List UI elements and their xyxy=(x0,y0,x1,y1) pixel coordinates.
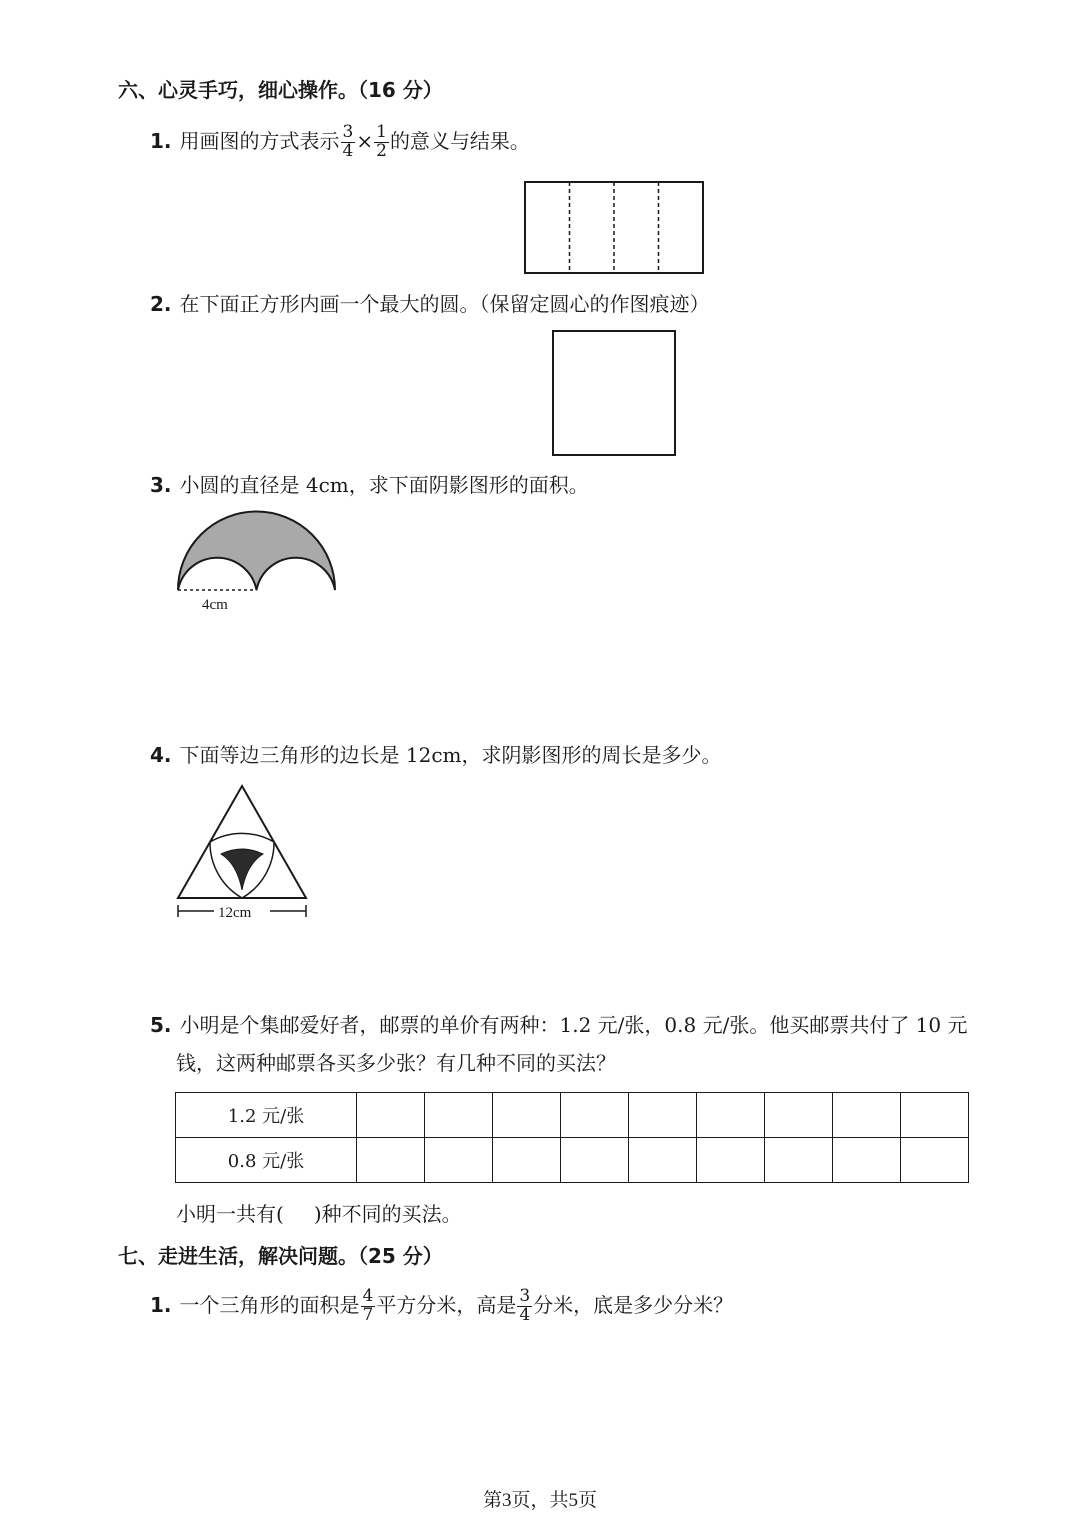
crescent-shaded-figure xyxy=(170,505,345,620)
answer-cell[interactable] xyxy=(833,1138,901,1183)
answer-cell[interactable] xyxy=(629,1093,697,1138)
question-text: 小圆的直径是 4cm，求下面阴影图形的面积。 xyxy=(179,473,589,497)
answer-cell[interactable] xyxy=(357,1093,425,1138)
answer-cell[interactable] xyxy=(697,1093,765,1138)
times-sign: × xyxy=(356,128,374,153)
row-label-1-2: 1.2 元/张 xyxy=(176,1093,357,1138)
answer-cell[interactable] xyxy=(765,1138,833,1183)
question-number: 5. xyxy=(150,1013,172,1037)
row-label-0-8: 0.8 元/张 xyxy=(176,1138,357,1183)
answer-text-post: )种不同的买法。 xyxy=(313,1202,462,1226)
question-number: 3. xyxy=(150,473,172,497)
fraction-three-quarters: $\frac{3}{4}$ xyxy=(342,122,354,161)
diameter-label: 4cm xyxy=(202,597,228,613)
answer-cell[interactable] xyxy=(357,1138,425,1183)
question-1 xyxy=(150,124,530,161)
answer-cell[interactable] xyxy=(425,1138,493,1183)
question-text-post: 分米，底是多少分米？ xyxy=(533,1292,734,1317)
answer-line xyxy=(176,1199,462,1229)
rectangle-divided-quarters xyxy=(520,178,710,278)
section-7-title: 七、走进生活，解决问题。（25 分） xyxy=(118,1244,443,1268)
section-7-question-1 xyxy=(150,1288,733,1325)
equilateral-triangle-figure xyxy=(170,778,315,928)
answer-cell[interactable] xyxy=(901,1093,969,1138)
side-length-label: 12cm xyxy=(218,905,252,921)
question-text-post: 的意义与结果。 xyxy=(389,128,530,153)
answer-cell[interactable] xyxy=(561,1093,629,1138)
question-number: 4. xyxy=(150,743,172,767)
shaded-region xyxy=(178,512,335,591)
answer-text-pre: 小明一共有( xyxy=(176,1202,284,1226)
square-figure xyxy=(548,326,680,458)
fraction-three-quarters: $\frac{3}{4}$ xyxy=(519,1286,531,1325)
question-number: 1. xyxy=(150,1292,172,1317)
question-3 xyxy=(150,470,589,500)
question-number: 2. xyxy=(150,292,172,316)
question-text-pre: 一个三角形的面积是 xyxy=(179,1292,360,1317)
section-6-title: 六、心灵手巧，细心操作。（16 分） xyxy=(118,78,443,102)
answer-cell[interactable] xyxy=(697,1138,765,1183)
shaded-curved-triangle xyxy=(221,849,263,890)
answer-cell[interactable] xyxy=(493,1093,561,1138)
fraction-four-sevenths: $\frac{4}{7}$ xyxy=(362,1286,374,1325)
question-number: 1. xyxy=(150,128,172,153)
question-text-line2: 钱，这两种邮票各买多少张？有几种不同的买法？ xyxy=(176,1051,616,1075)
answer-cell[interactable] xyxy=(833,1093,901,1138)
stamp-purchase-table xyxy=(175,1092,969,1183)
fraction-one-half: $\frac{1}{2}$ xyxy=(376,122,387,161)
question-text-mid: 平方分米，高是 xyxy=(376,1292,517,1317)
question-text-pre: 用画图的方式表示 xyxy=(179,128,340,153)
table-row xyxy=(176,1138,969,1183)
question-text: 下面等边三角形的边长是 12cm，求阴影图形的周长是多少。 xyxy=(179,743,722,767)
question-4 xyxy=(150,740,722,770)
question-text: 在下面正方形内画一个最大的圆。（保留定圆心的作图痕迹） xyxy=(179,292,710,316)
answer-cell[interactable] xyxy=(629,1138,697,1183)
page-footer: 第3页，共5页 xyxy=(482,1490,597,1511)
answer-cell[interactable] xyxy=(901,1138,969,1183)
answer-cell[interactable] xyxy=(425,1093,493,1138)
answer-cell[interactable] xyxy=(561,1138,629,1183)
question-5 xyxy=(150,1010,1060,1078)
answer-cell[interactable] xyxy=(493,1138,561,1183)
question-2 xyxy=(150,289,710,319)
answer-cell[interactable] xyxy=(765,1093,833,1138)
table-row xyxy=(176,1093,969,1138)
question-text-line1: 小明是个集邮爱好者，邮票的单价有两种：1.2 元/张，0.8 元/张。他买邮票共付了 10 元 xyxy=(179,1013,968,1037)
